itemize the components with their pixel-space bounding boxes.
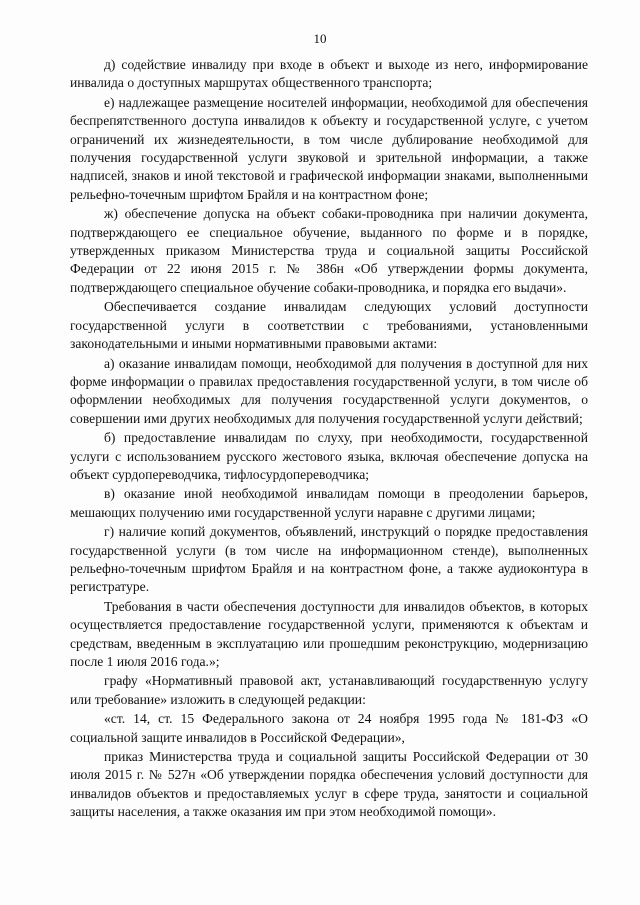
paragraph-zh: ж) обеспечение допуска на объект собаки-проводника при наличии документа, подтверждающего ее специальное обучение, выданного по форме и в порядке, утвержденных приказом Министерства труда и социальной защиты Российской Федерации от 22 июня 2015 г. № 386н «Об утверждении формы документа, подтверждающего специальное обучение собаки-проводника, и порядка его выдачи». [70, 206, 588, 295]
page-number: 10 [313, 31, 327, 46]
paragraph-d: д) содействие инвалиду при входе в объект и выходе из него, информирование инвалида о доступных маршрутах общественного транспорта; [70, 57, 588, 91]
paragraph-v: в) оказание иной необходимой инвалидам помощи в преодолении барьеров, мешающих получению ими государственной услуги наравне с другими лицами; [70, 486, 588, 520]
paragraph-b: б) предоставление инвалидам по слуху, при необходимости, государственной услуги с использованием русского жестового языка, включая обеспечение допуска на объект сурдопереводчика, тифлосурдопереводчика; [70, 430, 588, 482]
document-body [70, 56, 588, 822]
paragraph-ministry-order: приказ Министерства труда и социальной защиты Российской Федерации от 30 июля 2015 г. № 527н «Об утверждении порядка обеспечения условий доступности для инвалидов объектов и предоставляемых услуг в сфере труда, занятости и социальной защиты населения, а также оказания им при этом необходимой помощи». [70, 749, 588, 820]
paragraph-e: е) надлежащее размещение носителей информации, необходимой для обеспечения беспрепятственного доступа инвалидов к объекту и государственной услуге, с учетом ограничений их жизнедеятельности, в том числе дублирование необходимой для получения государственной услуги звуковой и зрительной информации, а также надписей, знаков и иной текстовой и графической информации знаками, выполненными рельефно-точечным шрифтом Брайля и на контрастном фоне; [70, 94, 588, 202]
paragraph-a: а) оказание инвалидам помощи, необходимой для получения в доступной для них форме информации о правилах предоставления государственной услуги, в том числе об оформлении необходимых для получения государственной услуги документов, о совершении ими других необходимых для получения государственной услуги действий; [70, 355, 588, 426]
paragraph-requirements: Требования в части обеспечения доступности для инвалидов объектов, в которых осуществляется предоставление государственной услуги, применяются к объектам и средствам, введенным в эксплуатацию или прошедшим реконструкцию, модернизацию после 1 июля 2016 года.»; [70, 598, 588, 669]
paragraph-column-edit: графу «Нормативный правовой акт, устанавливающий государственную услугу или требование» изложить в следующей редакции: [70, 673, 588, 707]
paragraph-federal-law: «ст. 14, ст. 15 Федерального закона от 24 ноября 1995 года № 181-ФЗ «О социальной защите инвалидов в Российской Федерации», [70, 711, 588, 745]
paragraph-g: г) наличие копий документов, объявлений, инструкций о порядке предоставления государственной услуги (в том числе на информационном стенде), выполненных рельефно-точечным шрифтом Брайля и на контрастном фоне, а также аудиоконтура в регистратуре. [70, 524, 588, 595]
paragraph-conditions-intro: Обеспечивается создание инвалидам следующих условий доступности государственной услуги в соответствии с требованиями, установленными законодательными и иными нормативными правовыми актами: [70, 299, 588, 352]
